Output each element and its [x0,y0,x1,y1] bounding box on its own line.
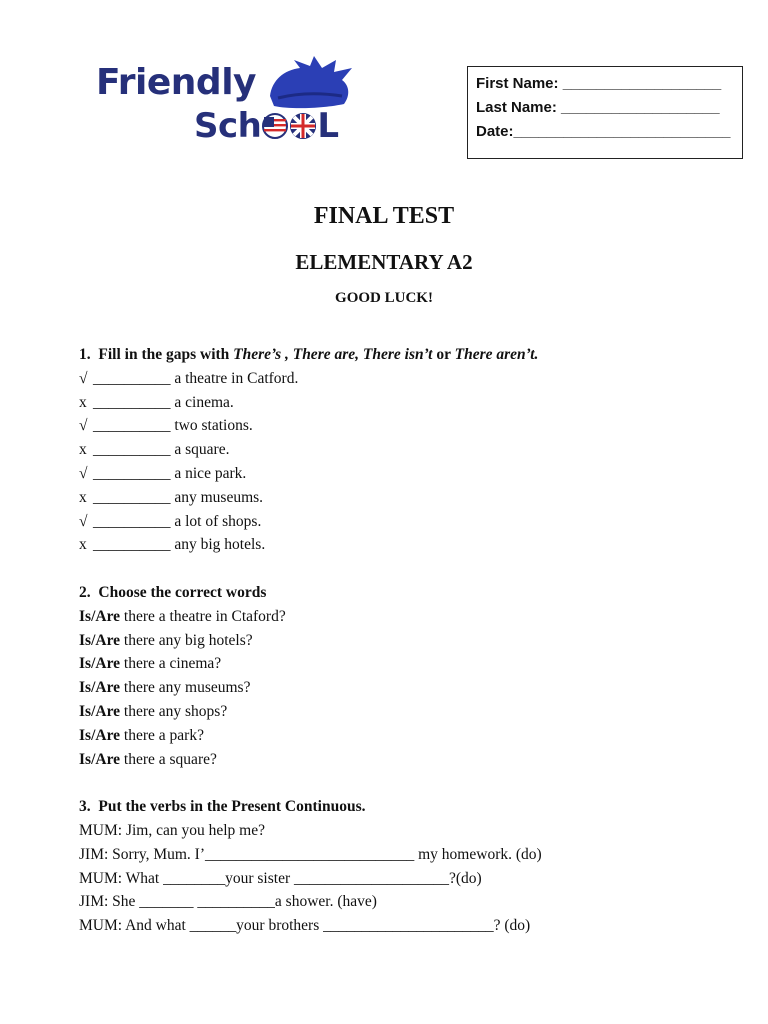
q2-item-text: there any shops? [120,702,228,720]
q1-item-text: __________ a lot of shops. [93,512,262,530]
q1-number: 1. [79,346,91,363]
dialogue-line[interactable]: JIM: Sorry, Mum. I’___________________________ my homework. (do) [79,845,542,863]
is-are-choice[interactable]: Is/Are [79,726,121,744]
q3-title-text: Put the verbs in the Present Continuous. [98,798,366,816]
hair-icon [264,56,356,112]
q2-title [79,581,719,605]
spacer [79,557,719,581]
q2-item-text: there a park? [120,726,204,744]
list-item[interactable] [79,629,719,653]
cross-icon: x [79,488,87,506]
is-are-choice[interactable]: Is/Are [79,607,121,625]
logo-school-end: L [317,106,339,146]
q1-option-2: There aren’t. [454,346,539,363]
list-item[interactable] [79,510,719,534]
date-field[interactable]: Date:__________________________ [476,123,731,140]
q1-item-text: __________ a cinema. [93,393,234,411]
q1-title-prefix: Fill in the gaps with [98,346,234,363]
check-icon: √ [79,369,88,387]
cross-icon: x [79,536,87,554]
q1-option-1: There’s , There are, There isn’t [233,346,433,363]
friendly-school-logo [94,56,356,152]
list-item[interactable] [79,391,719,415]
check-icon: √ [79,464,88,482]
page-title: FINAL TEST [313,203,455,229]
logo-school-start: Sch [194,106,262,146]
level-title: ELEMENTARY A2 [295,250,473,274]
is-are-choice[interactable]: Is/Are [79,702,121,720]
list-item[interactable] [79,462,719,486]
is-are-choice[interactable]: Is/Are [79,750,121,768]
is-are-choice[interactable]: Is/Are [79,655,121,673]
list-item[interactable] [79,605,719,629]
dialogue-line[interactable]: MUM: What ________your sister ____________________?(do) [79,869,482,887]
first-name-field[interactable]: First Name: ___________________ [476,75,722,92]
dialogue-line[interactable]: MUM: Jim, can you help me? [79,821,265,839]
q1-item-text: __________ a square. [93,441,230,459]
list-item[interactable] [79,676,719,700]
list-item[interactable] [79,748,719,772]
cross-icon: x [79,441,87,459]
last-name-field[interactable]: Last Name: ___________________ [476,99,720,116]
q2-item-text: there a square? [120,750,217,768]
dialogue-line[interactable]: MUM: And what ______your brothers ______________________? (do) [79,917,531,935]
q3-title [79,795,719,819]
logo-word-friendly: Friendly [96,62,257,103]
student-info-box [467,66,743,159]
list-item[interactable] [79,414,719,438]
q2-item-text: there a theatre in Ctaford? [120,607,286,625]
q2-item-text: there any big hotels? [120,631,253,649]
list-item[interactable] [79,652,719,676]
list-item[interactable] [79,724,719,748]
list-item[interactable] [79,486,719,510]
is-are-choice[interactable]: Is/Are [79,631,121,649]
q1-item-text: __________ two stations. [93,417,253,435]
uk-flag-icon [290,113,316,139]
q1-or: or [432,346,455,363]
q3-number: 3. [79,798,91,816]
q2-item-text: there any museums? [120,679,251,697]
q1-title [79,343,719,367]
q1-item-text: __________ a nice park. [93,464,247,482]
list-item[interactable] [79,367,719,391]
good-luck-text: GOOD LUCK! [335,290,433,306]
us-flag-icon [262,113,288,139]
q2-item-text: there a cinema? [120,655,222,673]
dialogue-line[interactable]: JIM: She _______ __________a shower. (have) [79,893,377,911]
q2-title-text: Choose the correct words [98,583,267,601]
q1-item-text: __________ any museums. [93,488,264,506]
q1-item-text: __________ a theatre in Catford. [93,369,299,387]
cross-icon: x [79,393,87,411]
list-item[interactable] [79,700,719,724]
q1-item-text: __________ any big hotels. [93,536,266,554]
test-content [79,343,719,938]
spacer [79,771,719,795]
logo-word-school [194,106,339,146]
check-icon: √ [79,417,88,435]
q2-number: 2. [79,583,91,601]
list-item[interactable] [79,533,719,557]
is-are-choice[interactable]: Is/Are [79,679,121,697]
check-icon: √ [79,512,88,530]
list-item[interactable] [79,438,719,462]
